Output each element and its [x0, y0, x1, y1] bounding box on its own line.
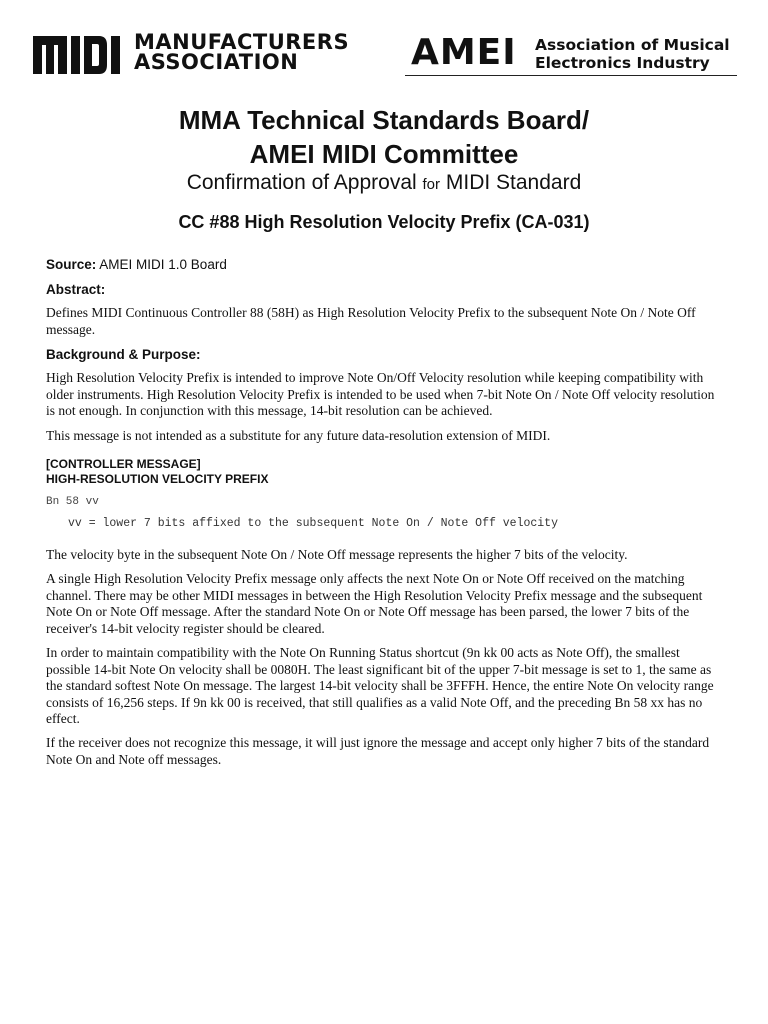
- body-paragraph-2: A single High Resolution Velocity Prefix message only affects the next Note On or Note Off received on the matching channel. There may be other MIDI messages in between the High Resolution Velocity Prefix message and the subsequent Note On or Note Off message. After the standard Note On or Note Off message has been parsed, the lower 7 bits of the receiver's 14-bit velocity register should be cleared.: [46, 571, 703, 636]
- document-title-line1: MMA Technical Standards Board/: [178, 105, 590, 135]
- amei-name: [535, 36, 730, 72]
- abstract-text: Defines MIDI Continuous Controller 88 (58H) as High Resolution Velocity Prefix to the subsequent Note On / Note Off message.: [46, 305, 696, 337]
- background-paragraph-1: High Resolution Velocity Prefix is intended to improve Note On/Off Velocity resolution while keeping compatibility with older instruments. High Resolution Velocity Prefix is intended to be used when 7-bit Note On / Note Off velocity resolution is not enough. In conjunction with this message, 14-bit resolution can be achieved.: [46, 370, 715, 418]
- subtitle-part1: Confirmation of Approval: [186, 171, 417, 194]
- controller-heading-line1: [CONTROLLER MESSAGE]: [46, 457, 201, 471]
- message-format-description: vv = lower 7 bits affixed to the subsequent Note On / Note Off velocity: [68, 517, 558, 530]
- subtitle-part2: for: [422, 176, 441, 193]
- body-paragraph-4: If the receiver does not recognize this message, it will just ignore the message and accept only higher 7 bits of the standard Note On and Note off messages.: [46, 735, 710, 767]
- header-rule: [405, 75, 737, 76]
- source-value: AMEI MIDI 1.0 Board: [99, 257, 227, 272]
- source-row: [46, 257, 726, 274]
- controller-heading-line2: HIGH-RESOLUTION VELOCITY PREFIX: [46, 472, 269, 486]
- background-heading: Background & Purpose:: [46, 347, 201, 362]
- document-title-line2: AMEI MIDI Committee: [249, 139, 519, 169]
- mma-name-line1: MANUFACTURERS: [134, 30, 350, 54]
- document-subtitle: [0, 169, 768, 199]
- amei-name-line2: Electronics Industry: [535, 54, 710, 72]
- midi-logo-mark: [33, 36, 129, 74]
- source-label: Source:: [46, 257, 97, 272]
- mma-name: [134, 32, 349, 72]
- header-logos: [33, 28, 737, 78]
- background-paragraph-2: This message is not intended as a substitute for any future data-resolution extension of MIDI.: [46, 428, 551, 443]
- amei-name-line1: Association of Musical: [535, 36, 730, 54]
- abstract-heading: Abstract:: [46, 282, 106, 297]
- body-paragraph-3: In order to maintain compatibility with the Note On Running Status shortcut (9n kk 00 acts as Note Off), the smallest possible 14-bit Note On velocity shall be 0080H. The least significant bit of the upper 7-bit message is set to 1, the same as the standard softest Note On message. The largest 14-bit velocity shall be 3FFFH. Hence, the entire Note On velocity range consists of 16,256 steps. If 9n kk 00 is received, that still qualifies as a valid Note Off, and the preceding Bn 58 xx has no effect.: [46, 645, 714, 726]
- subtitle-part3: MIDI Standard: [445, 171, 582, 194]
- mma-name-line2: ASSOCIATION: [134, 50, 299, 74]
- body-paragraph-1: The velocity byte in the subsequent Note On / Note Off message represents the higher 7 bits of the velocity.: [46, 547, 628, 562]
- message-format-code: Bn 58 vv: [46, 496, 99, 508]
- standard-title: CC #88 High Resolution Velocity Prefix (CA-031): [178, 212, 590, 232]
- amei-logo-mark: AMEI: [411, 32, 517, 73]
- controller-heading: [46, 457, 726, 487]
